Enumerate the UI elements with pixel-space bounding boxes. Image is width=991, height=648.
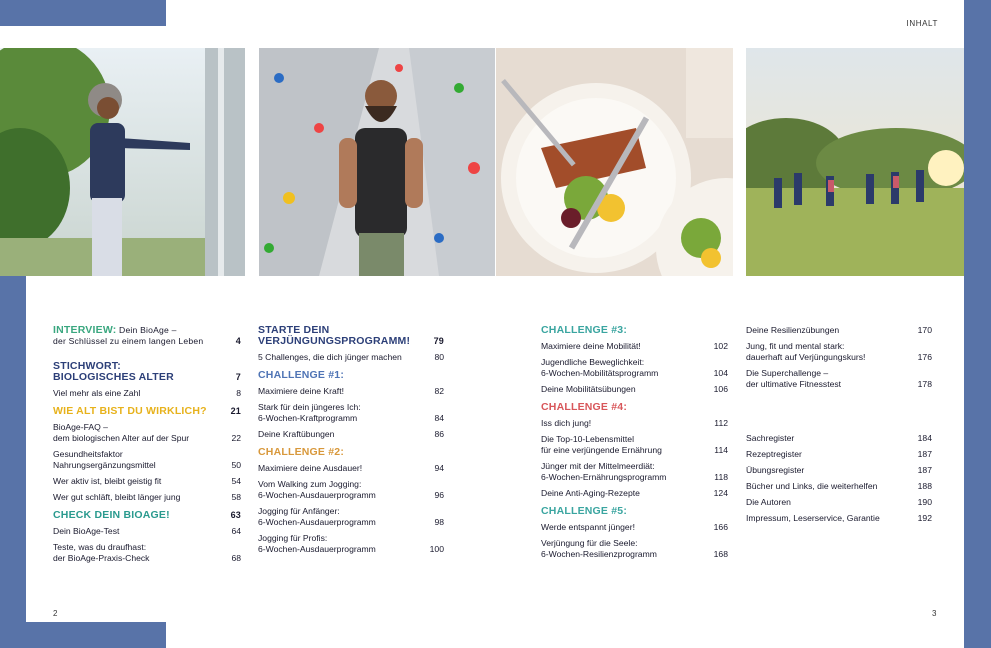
page-number: 166 [713,522,728,532]
interview-prefix: INTERVIEW: [53,324,117,336]
page-number: 63 [230,510,241,520]
page-number: 178 [917,379,932,389]
section-label: INHALT [906,19,938,28]
photo-salmon-plate [496,48,733,276]
entry-title: Wer gut schläft, bleibt länger jung [53,492,181,502]
page-number: 114 [714,445,728,455]
right-edge-band [964,0,991,648]
toc-entry[interactable] [258,352,444,363]
entry-title: BioAge-FAQ – dem biologischen Alter auf der Spur [53,422,190,443]
entry-title: Maximiere deine Ausdauer! [258,463,363,473]
toc-entry[interactable] [258,463,444,474]
heading-title: CHALLENGE #5: [541,505,628,517]
entry-title: Jogging für Anfänger: 6-Wochen-Ausdauerprogramm [258,506,376,527]
toc-entry[interactable] [53,449,241,471]
entry-title: Deine Anti-Aging-Rezepte [541,488,640,498]
page-number: 100 [429,544,444,554]
toc-entry[interactable] [258,429,444,440]
toc-entry[interactable] [746,325,932,336]
page-number: 21 [230,406,241,416]
page-number: 190 [917,497,932,507]
page-number: 96 [434,490,444,500]
toc-heading-challenge-3[interactable] [541,325,728,336]
heading-title: STARTE DEIN VERJÜNGUNGSPROGRAMM! [258,324,411,347]
toc-entry[interactable] [541,461,728,483]
page-number-left: 2 [53,609,58,618]
toc-heading-challenge-5[interactable] [541,506,728,517]
toc-entry[interactable] [746,481,932,492]
page-number: 80 [434,352,444,362]
entry-title: Wer aktiv ist, bleibt geistig fit [53,476,162,486]
toc-entry[interactable] [258,533,444,555]
toc-heading-check[interactable] [53,510,241,521]
toc-entry[interactable] [746,433,932,444]
toc-heading-stichwort[interactable] [53,361,241,383]
toc-entry[interactable] [541,522,728,533]
entry-title: Maximiere deine Kraft! [258,386,344,396]
page-number: 84 [434,413,444,423]
page-number: 192 [917,513,932,523]
page-number: 22 [231,433,241,443]
photo-woman-stretching [0,48,245,276]
toc-entry[interactable] [541,341,728,352]
page-number: 184 [917,433,932,443]
toc-column-4 [746,325,932,529]
toc-column-3 [541,325,728,565]
entry-title: Gesundheitsfaktor Nahrungsergänzungsmittel [53,449,156,470]
toc-heading-challenge-4[interactable] [541,402,728,413]
toc-entry[interactable] [541,357,728,379]
toc-entry[interactable] [258,386,444,397]
toc-entry[interactable] [746,341,932,363]
entry-title: Übungsregister [746,465,805,475]
page-number: 118 [714,472,728,482]
heading-title: CHALLENGE #1: [258,369,345,381]
toc-heading-wie-alt[interactable] [53,406,241,417]
entry-title: Bücher und Links, die weiterhelfen [746,481,878,491]
entry-title: Iss dich jung! [541,418,592,428]
page-number: 187 [917,465,932,475]
entry-title: Stark für dein jüngeres Ich: 6-Wochen-Kraftprogramm [258,402,361,423]
corner-block-top-left [0,0,166,26]
entry-title: Sachregister [746,433,795,443]
page-number: 170 [917,325,932,335]
entry-title: Deine Kraftübungen [258,429,335,439]
page-number: 98 [434,517,444,527]
toc-entry[interactable] [53,492,241,503]
entry-title: Viel mehr als eine Zahl [53,388,141,398]
entry-title: Verjüngung für die Seele: 6-Wochen-Resilienzprogramm [541,538,657,559]
page-number: 7 [235,372,241,382]
page-number: 106 [713,384,728,394]
entry-title: Impressum, Leserservice, Garantie [746,513,880,523]
page-number: 68 [231,553,241,563]
entry-title: Deine Mobilitätsübungen [541,384,636,394]
heading-title: CHALLENGE #4: [541,401,628,413]
heading-title: CHALLENGE #2: [258,446,345,458]
entry-title: Vom Walking zum Jogging: 6-Wochen-Ausdauerprogramm [258,479,376,500]
entry-title: Die Superchallenge – der ultimative Fitnesstest [746,368,842,389]
page-number: 188 [917,481,932,491]
toc-heading-starte[interactable] [258,325,444,347]
toc-entry[interactable] [541,418,728,429]
toc-entry[interactable] [541,538,728,560]
page-number: 54 [231,476,241,486]
toc-entry[interactable] [746,497,932,508]
photo-group-running [746,48,964,276]
page-number: 94 [434,463,444,473]
page-number: 64 [231,526,241,536]
entry-title: Werde entspannt jünger! [541,522,635,532]
toc-entry[interactable] [258,506,444,528]
page-number: 102 [713,341,728,351]
toc-entry[interactable] [746,449,932,460]
toc-column-2 [258,325,444,560]
heading-title: STICHWORT: BIOLOGISCHES ALTER [53,360,174,383]
page-number: 112 [714,418,728,428]
page-number: 104 [713,368,728,378]
toc-column-1 [53,325,241,569]
heading-title: CHECK DEIN BIOAGE! [53,509,170,521]
toc-entry[interactable] [258,402,444,424]
toc-entry[interactable] [541,488,728,499]
toc-heading-interview[interactable] [53,325,241,347]
entry-title: Die Autoren [746,497,791,507]
page-number: 86 [434,429,444,439]
page-number: 176 [917,352,932,362]
entry-title: Jünger mit der Mittelmeerdiät: 6-Wochen-Ernährungsprogramm [541,461,667,482]
page-number: 124 [713,488,728,498]
toc-entry[interactable] [541,434,728,456]
toc-entry[interactable] [53,388,241,399]
entry-title: Teste, was du draufhast: der BioAge-Praxis-Check [53,542,150,563]
page-number: 58 [231,492,241,502]
heading-title: WIE ALT BIST DU WIRKLICH? [53,405,207,417]
entry-title: Jung, fit und mental stark: dauerhaft auf Verjüngungskurs! [746,341,866,362]
page-number: 168 [713,549,728,559]
page-number-right: 3 [932,609,937,618]
entry-title: 5 Challenges, die dich jünger machen [258,352,402,362]
left-edge-band [0,276,26,622]
toc-entry[interactable] [746,465,932,476]
toc-entry[interactable] [53,476,241,487]
corner-block-bottom-left [0,622,166,648]
entry-title: Jogging für Profis: 6-Wochen-Ausdauerprogramm [258,533,376,554]
toc-entry[interactable] [746,513,932,524]
toc-entry[interactable] [258,479,444,501]
interview-title: Dein BioAge – der Schlüssel zu einem langen Leben [53,325,204,346]
entry-title: Deine Resilienzübungen [746,325,840,335]
photo-man-climbing-gym [259,48,495,276]
page-number: 187 [917,449,932,459]
toc-entry[interactable] [53,422,241,444]
page-number: 4 [235,336,241,346]
toc-heading-challenge-2[interactable] [258,447,444,458]
entry-title: Dein BioAge-Test [53,526,120,536]
heading-title: CHALLENGE #3: [541,324,628,336]
entry-title: Maximiere deine Mobilität! [541,341,641,351]
toc-entry[interactable] [53,542,241,564]
toc-entry[interactable] [746,368,932,390]
entry-title: Die Top-10-Lebensmittel für eine verjüngende Ernährung [541,434,662,455]
page-number: 79 [433,336,444,346]
entry-title: Rezeptregister [746,449,802,459]
entry-title: Jugendliche Beweglichkeit: 6-Wochen-Mobilitätsprogramm [541,357,659,378]
toc-entry[interactable] [53,526,241,537]
toc-heading-challenge-1[interactable] [258,370,444,381]
page-number: 50 [231,460,241,470]
page-number: 82 [434,386,444,396]
toc-entry[interactable] [541,384,728,395]
page-number: 8 [236,388,241,398]
